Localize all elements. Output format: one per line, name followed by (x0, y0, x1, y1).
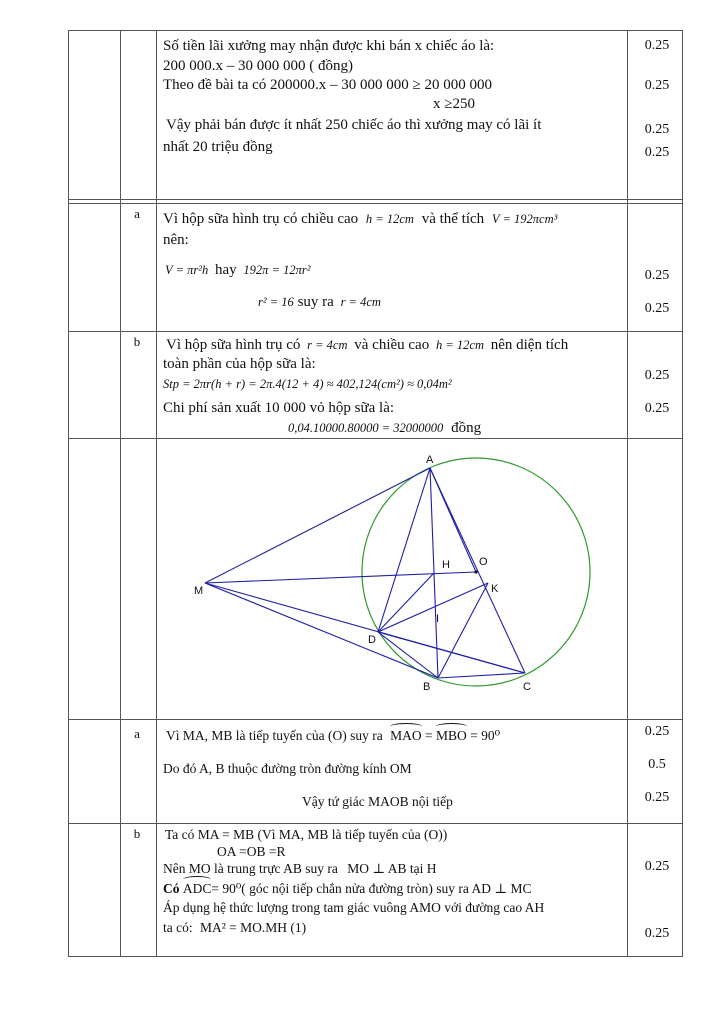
part-a-line-3: Vậy tứ giác MAOB nội tiếp (302, 794, 453, 809)
part-b-line-4: Có ADC= 90⁰( góc nội tiếp chắn nửa đường tròn) suy ra AD ⊥ MC (163, 881, 532, 896)
part-b-line-6: ta có: MA² = MO.MH (1) (163, 920, 307, 935)
part-a-line-1: Vì MA, MB là tiếp tuyến của (O) suy ra MAO = MBO = 90⁰ (166, 728, 501, 743)
profit-line-4: x ≥250 (433, 96, 475, 112)
point-label-k: K (491, 583, 499, 595)
score: 0.25 (644, 301, 670, 316)
part-label: b (133, 826, 141, 841)
score: 0.25 (644, 790, 670, 805)
profit-line-2: 200 000.x – 30 000 000 ( đồng) (163, 58, 353, 74)
part-b-line-2: OA =OB =R (217, 844, 286, 859)
score: 0.25 (644, 368, 670, 383)
score: 0.25 (644, 122, 670, 137)
part-label: a (134, 206, 140, 221)
point-label-a: A (426, 454, 434, 466)
point-label-c: C (523, 681, 531, 693)
cylinder-b-line-4: Chi phí sản xuất 10 000 vỏ hộp sữa là: (163, 400, 395, 416)
point-label-d: D (368, 634, 376, 646)
cylinder-a-line-1: Vì hộp sữa hình trụ có chiều cao h = 12cm và thể tích V = 192πcm³ (163, 211, 558, 227)
score: 0.25 (644, 145, 670, 160)
score: 0.25 (644, 724, 670, 739)
profit-line-3: Theo đề bài ta có 200000.x – 30 000 000 ≥ 20 000 000 (163, 77, 493, 93)
part-label: a (134, 726, 140, 741)
score: 0.25 (644, 401, 670, 416)
score: 0.25 (644, 38, 670, 53)
part-label: b (133, 334, 141, 349)
point-label-i: I (436, 613, 440, 625)
part-b-line-1: Ta có MA = MB (Vì MA, MB là tiếp tuyến của (O)) (165, 827, 448, 842)
point-label-h: H (442, 559, 450, 571)
angle-adc: ADC (182, 881, 212, 896)
cylinder-a-formula-1: V = πr²h hay 192π = 12πr² (165, 262, 311, 278)
surface-area-expr: Stp = 2πr(h + r) = 2π.4(12 + 4) ≈ 402,124(cm²) ≈ 0,04m² (163, 377, 452, 391)
cylinder-a-formula-2: r² = 16 suy ra r = 4cm (258, 294, 381, 310)
part-b-line-3: Nên MO là trung trực AB suy ra MO ⊥ AB tại H (163, 861, 437, 876)
part-b-line-5: Áp dụng hệ thức lượng trong tam giác vuông AMO với đường cao AH (163, 900, 545, 915)
score: 0.5 (648, 757, 666, 772)
cylinder-a-line-2: nên: (163, 232, 189, 248)
profit-line-1: Số tiền lãi xưởng may nhận được khi bán x chiếc áo là: (163, 38, 495, 54)
angle-mao: MAO (390, 728, 422, 743)
score: 0.25 (644, 926, 670, 941)
profit-line-5: Vậy phải bán được ít nhất 250 chiếc áo thì xưởng may có lãi ít (166, 117, 542, 133)
height-expr: h = 12cm (365, 212, 414, 226)
part-a-line-2: Do đó A, B thuộc đường tròn đường kính OM (163, 761, 412, 776)
point-label-m: M (194, 585, 204, 597)
cylinder-b-line-1: Vì hộp sữa hình trụ có r = 4cm và chiều cao h = 12cm nên diện tích (166, 337, 569, 353)
score: 0.25 (644, 78, 670, 93)
angle-mbo: MBO (435, 728, 467, 743)
volume-expr: V = 192πcm³ (491, 212, 558, 226)
score: 0.25 (644, 859, 670, 874)
score: 0.25 (644, 268, 670, 283)
point-label-b: B (423, 681, 431, 693)
profit-line-6: nhất 20 triệu đồng (163, 139, 273, 155)
cylinder-b-line-2: toàn phần của hộp sữa là: (163, 356, 316, 372)
point-label-o: O (479, 556, 488, 568)
point-o-dot (474, 570, 477, 573)
geometry-figure (156, 440, 626, 718)
cylinder-b-line-5: 0,04.10000.80000 = 32000000 đồng (288, 420, 482, 436)
